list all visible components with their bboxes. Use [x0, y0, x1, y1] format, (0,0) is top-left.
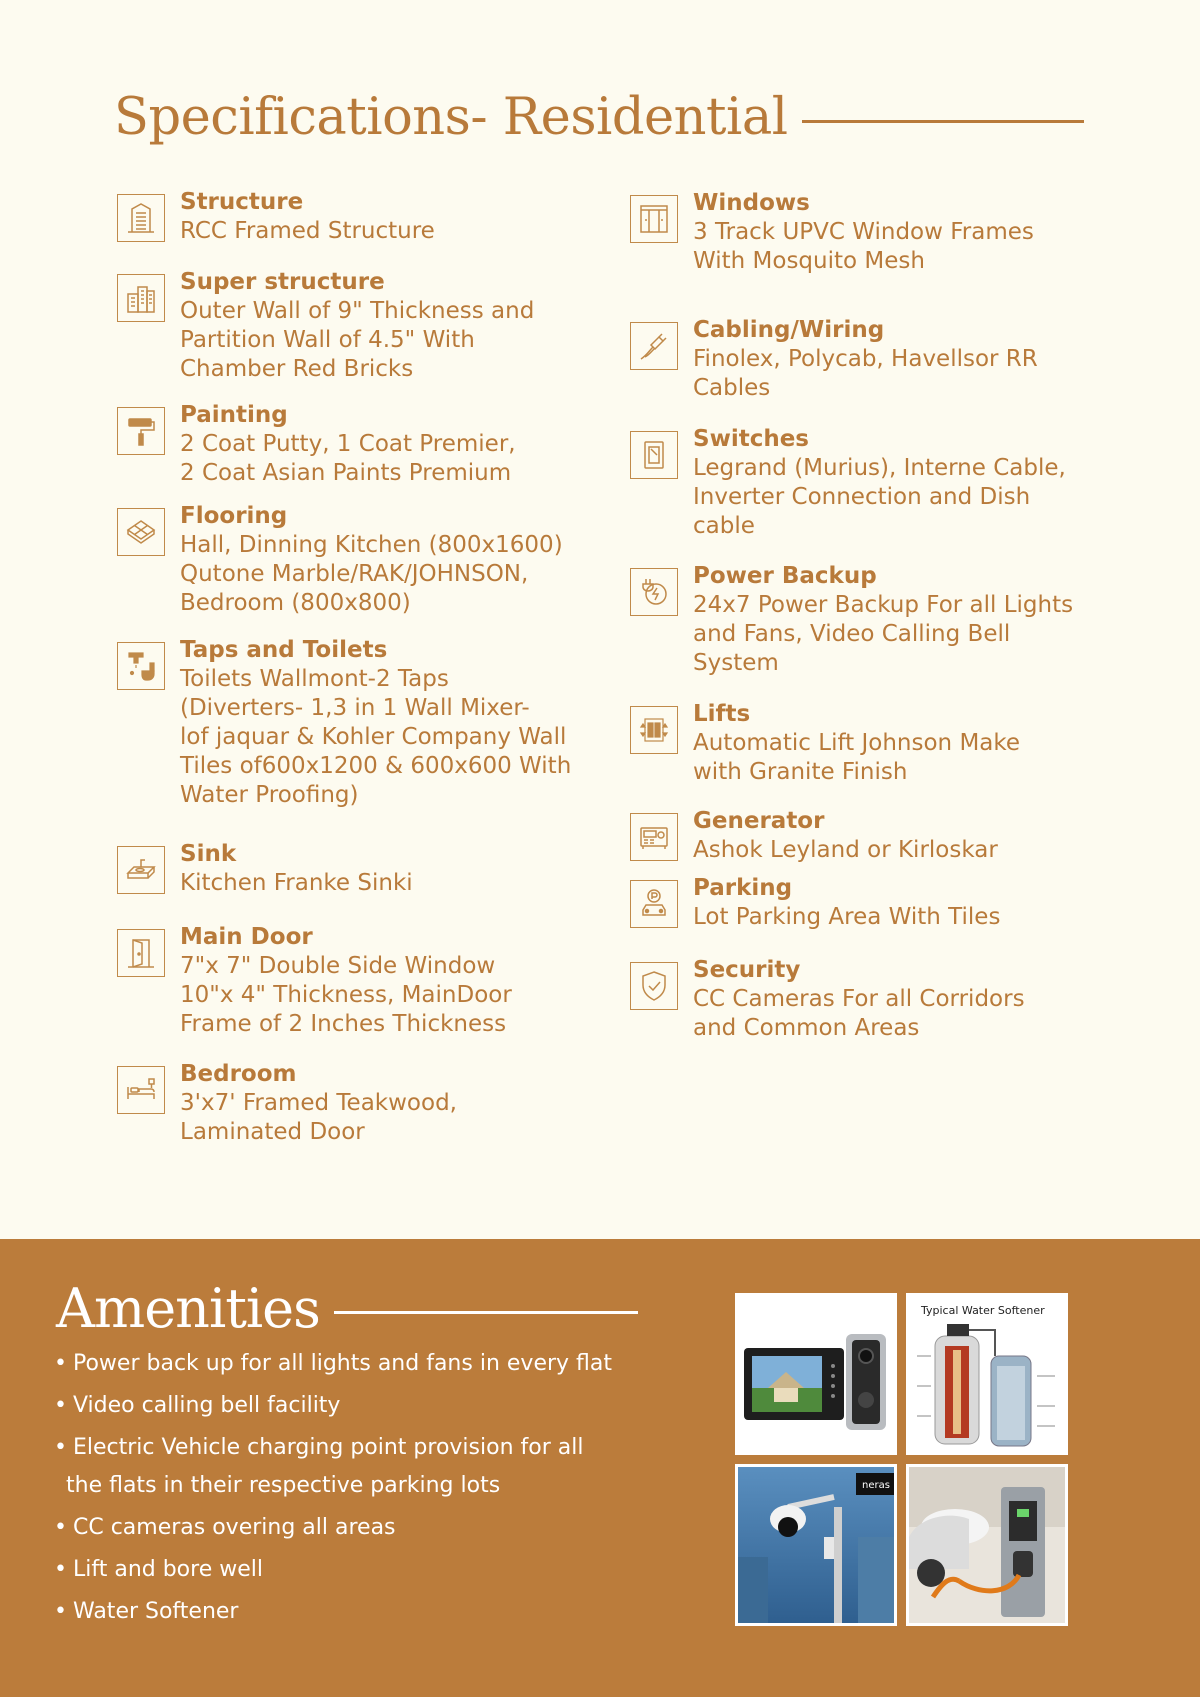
spec-heading: Bedroom: [180, 1061, 297, 1087]
power-plug-icon: [630, 568, 678, 616]
spec-detail: RCC Framed Structure: [180, 218, 435, 244]
list-item: • Video calling bell facility: [54, 1393, 341, 1418]
spec-detail: Automatic Lift Johnson Make: [693, 730, 1021, 756]
tap-toilet-icon: [117, 642, 165, 690]
spec-detail: cable: [693, 513, 755, 539]
lift-icon: [630, 706, 678, 754]
spec-heading: Taps and Toilets: [180, 637, 388, 663]
spec-detail: Frame of 2 Inches Thickness: [180, 1011, 507, 1037]
spec-detail: Inverter Connection and Dish: [693, 484, 1031, 510]
list-item: • Electric Vehicle charging point provision for all the flats in their respective parking lots: [54, 1435, 584, 1498]
spec-heading: Generator: [693, 808, 825, 834]
spec-detail: Outer Wall of 9" Thickness and: [180, 298, 535, 324]
spec-heading: Power Backup: [693, 563, 877, 589]
spec-detail: with Granite Finish: [693, 759, 908, 785]
photo-cctv-camera: [735, 1464, 897, 1626]
spec-heading: Parking: [693, 875, 793, 901]
spec-detail: Legrand (Murius), Interne Cable,: [693, 455, 1066, 481]
spec-detail: Tiles of600x1200 & 600x600 With: [180, 753, 572, 779]
spec-detail: With Mosquito Mesh: [693, 248, 925, 274]
spec-detail: 24x7 Power Backup For all Lights: [693, 592, 1074, 618]
spec-detail: (Diverters- 1,3 in 1 Wall Mixer-: [180, 695, 530, 721]
spec-detail: CC Cameras For all Corridors: [693, 986, 1025, 1012]
title-rule: [802, 120, 1084, 123]
photo-video-doorbell: [735, 1293, 897, 1455]
generator-icon: [630, 813, 678, 861]
spec-detail: Hall, Dinning Kitchen (800x1600): [180, 532, 563, 558]
amenities-header: [56, 1275, 638, 1341]
switch-icon: [630, 431, 678, 479]
spec-detail: Lot Parking Area With Tiles: [693, 904, 1001, 930]
camera-caption: neras: [862, 1480, 890, 1491]
floor-tiles-icon: [117, 508, 165, 556]
building-icon: [117, 194, 165, 242]
spec-detail: 7"x 7" Double Side Window: [180, 953, 496, 979]
photo-water-softener: [906, 1293, 1068, 1455]
spec-heading: Windows: [693, 190, 810, 216]
spec-detail: Cables: [693, 375, 771, 401]
spec-detail: 2 Coat Putty, 1 Coat Premier,: [180, 431, 516, 457]
window-icon: [630, 195, 678, 243]
spec-detail: Toilets Wallmont-2 Taps: [180, 666, 449, 692]
spec-heading: Lifts: [693, 701, 751, 727]
spec-detail: Ashok Leyland or Kirloskar: [693, 837, 998, 863]
buildings-icon: [117, 274, 165, 322]
spec-detail: Chamber Red Bricks: [180, 356, 414, 382]
spec-detail: and Common Areas: [693, 1015, 920, 1041]
spec-detail: Water Proofing): [180, 782, 359, 808]
spec-detail: Kitchen Franke Sinki: [180, 870, 413, 896]
spec-detail: 2 Coat Asian Paints Premium: [180, 460, 512, 486]
shield-check-icon: [630, 962, 678, 1010]
amenities-title: Amenities: [56, 1276, 320, 1340]
amenities-list: [54, 1345, 612, 1635]
spec-detail: Bedroom (800x800): [180, 590, 411, 616]
spec-header: [114, 82, 1084, 152]
spec-detail: System: [693, 650, 779, 676]
spec-detail: Qutone Marble/RAK/JOHNSON,: [180, 561, 529, 587]
paint-roller-icon: [117, 407, 165, 455]
list-item: • Lift and bore well: [54, 1557, 263, 1582]
sink-icon: [117, 846, 165, 894]
spec-detail: and Fans, Video Calling Bell: [693, 621, 1011, 647]
spec-detail: Finolex, Polycab, Havellsor RR: [693, 346, 1038, 372]
list-item: • CC cameras overing all areas: [54, 1515, 396, 1540]
spec-detail: 3'x7' Framed Teakwood,: [180, 1090, 457, 1116]
door-icon: [117, 929, 165, 977]
spec-heading: Flooring: [180, 503, 288, 529]
spec-heading: Super structure: [180, 269, 385, 295]
spec-detail: Laminated Door: [180, 1119, 365, 1145]
bed-icon: [117, 1066, 165, 1114]
spec-detail: lof jaquar & Kohler Company Wall: [180, 724, 567, 750]
spec-heading: Structure: [180, 189, 304, 215]
photo-ev-charger: [906, 1464, 1068, 1626]
softener-caption: Typical Water Softener: [921, 1304, 1045, 1317]
spec-heading: Painting: [180, 402, 288, 428]
cable-icon: [630, 322, 678, 370]
spec-heading: Switches: [693, 426, 809, 452]
spec-detail: 10"x 4" Thickness, MainDoor: [180, 982, 512, 1008]
list-item: • Water Softener: [54, 1599, 239, 1624]
list-item: • Power back up for all lights and fans in every flat: [54, 1351, 612, 1376]
spec-heading: Cabling/Wiring: [693, 317, 885, 343]
page-title: Specifications- Residential: [114, 87, 788, 147]
spec-heading: Main Door: [180, 924, 313, 950]
spec-heading: Sink: [180, 841, 237, 867]
spec-heading: Security: [693, 957, 801, 983]
spec-detail: 3 Track UPVC Window Frames: [693, 219, 1034, 245]
spec-detail: Partition Wall of 4.5" With: [180, 327, 475, 353]
title-rule: [334, 1311, 638, 1314]
amenities-panel: [0, 1239, 1200, 1697]
parking-icon: [630, 880, 678, 928]
